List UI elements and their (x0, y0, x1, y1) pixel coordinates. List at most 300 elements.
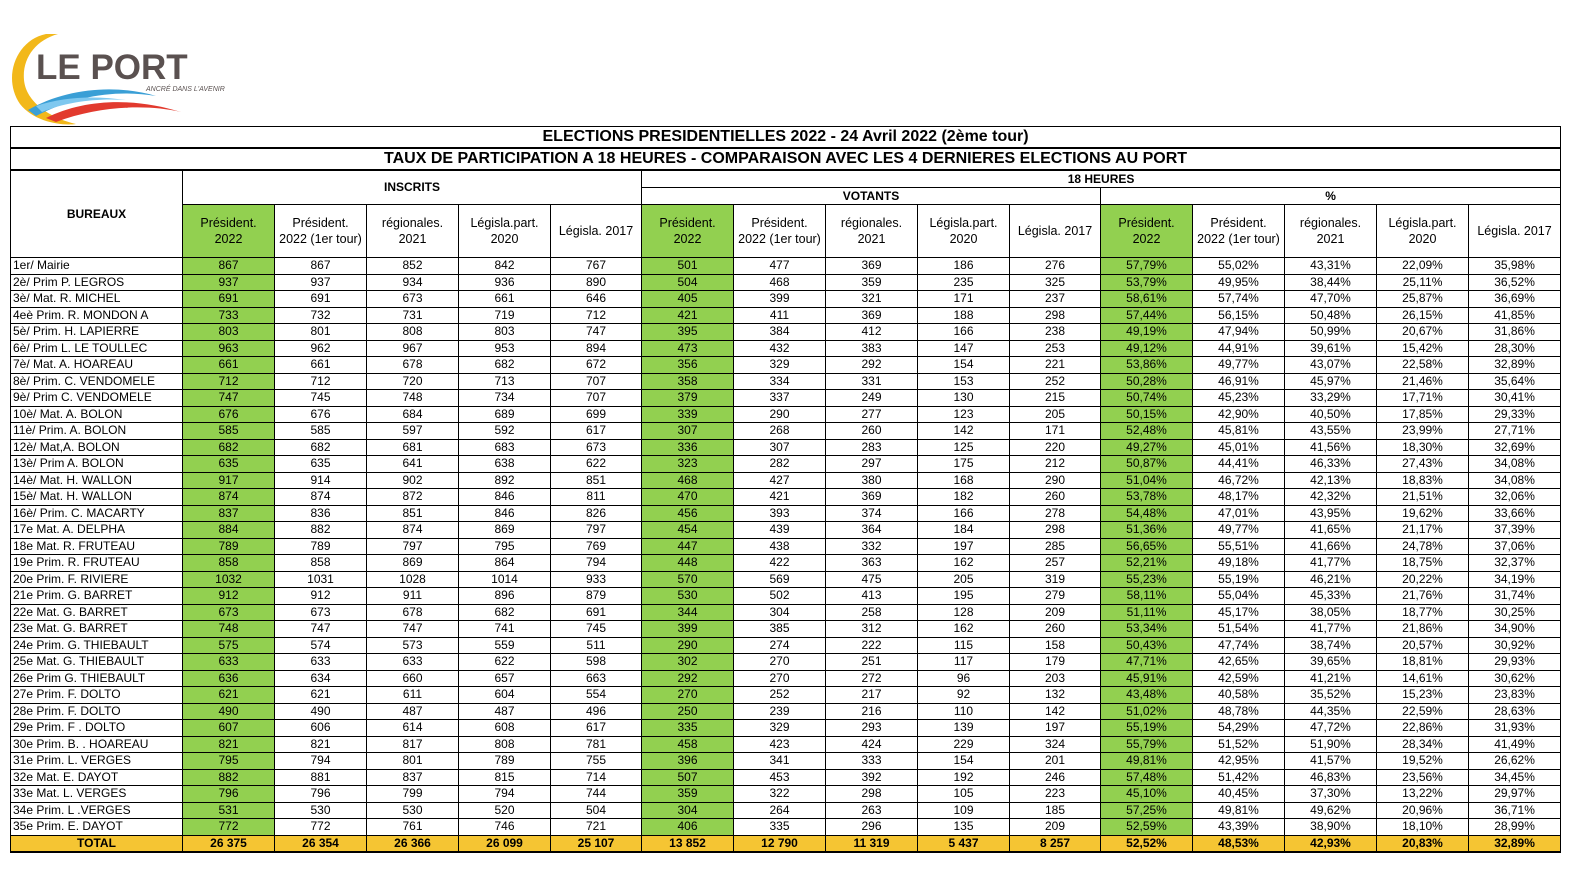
table-cell: 28,99% (1469, 819, 1561, 836)
table-cell: 184 (918, 522, 1010, 539)
table-row (11, 406, 1561, 423)
table-cell: 769 (551, 538, 642, 555)
table-cell: 54,48% (1101, 505, 1193, 522)
table-cell: 851 (367, 505, 459, 522)
table-cell: 329 (734, 357, 826, 374)
table-cell: 235 (918, 274, 1010, 291)
column-headers (11, 205, 1561, 258)
table-cell: 36,52% (1469, 274, 1561, 291)
table-cell: 384 (734, 324, 826, 341)
table-cell: 874 (367, 522, 459, 539)
bureau-name: 35e Prim. E. DAYOT (11, 819, 183, 836)
table-cell: 282 (734, 456, 826, 473)
table-cell: 307 (734, 439, 826, 456)
table-cell: 682 (183, 439, 275, 456)
table-cell: 31,74% (1469, 588, 1561, 605)
table-cell: 755 (551, 753, 642, 770)
table-cell: 473 (642, 340, 734, 357)
table-cell: 761 (367, 819, 459, 836)
bureau-name: 7è/ Mat. A. HOAREAU (11, 357, 183, 374)
table-cell: 37,39% (1469, 522, 1561, 539)
table-cell: 12 790 (734, 835, 826, 852)
table-cell: 741 (459, 621, 551, 638)
table-cell: 38,74% (1285, 637, 1377, 654)
table-cell: 188 (918, 307, 1010, 324)
le-port-logo (6, 26, 246, 130)
bureau-name: 28e Prim. F. DOLTO (11, 703, 183, 720)
table-cell: 324 (1010, 736, 1101, 753)
table-cell: 1028 (367, 571, 459, 588)
table-cell: 28,34% (1377, 736, 1469, 753)
table-cell: 937 (275, 274, 367, 291)
table-cell: 55,51% (1193, 538, 1285, 555)
table-cell: 432 (734, 340, 826, 357)
table-cell: 21,76% (1377, 588, 1469, 605)
table-cell: 344 (642, 604, 734, 621)
table-cell: 661 (275, 357, 367, 374)
column-header: Président. 2022 (183, 205, 275, 258)
table-cell: 115 (918, 637, 1010, 654)
table-cell: 691 (275, 291, 367, 308)
table-cell: 678 (367, 604, 459, 621)
table-cell: 874 (275, 489, 367, 506)
bureau-name: 2è/ Prim P. LEGROS (11, 274, 183, 291)
table-cell: 803 (183, 324, 275, 341)
column-header: Président. 2022 (1er tour) (275, 205, 367, 258)
table-row (11, 423, 1561, 440)
bureau-name: 1er/ Mairie (11, 258, 183, 275)
table-cell: 380 (826, 472, 918, 489)
table-cell: 11 319 (826, 835, 918, 852)
table-cell: 50,28% (1101, 373, 1193, 390)
table-row (11, 571, 1561, 588)
table-cell: 707 (551, 390, 642, 407)
table-cell: 217 (826, 687, 918, 704)
table-cell: 358 (642, 373, 734, 390)
table-cell: 26,15% (1377, 307, 1469, 324)
table-cell: 748 (367, 390, 459, 407)
table-cell: 278 (1010, 505, 1101, 522)
table-cell: 714 (551, 769, 642, 786)
table-cell: 573 (367, 637, 459, 654)
table-cell: 633 (183, 654, 275, 671)
table-cell: 937 (183, 274, 275, 291)
table-cell: 55,02% (1193, 258, 1285, 275)
table-cell: 154 (918, 357, 1010, 374)
table-cell: 239 (734, 703, 826, 720)
table-cell: 290 (642, 637, 734, 654)
table-cell: 21,46% (1377, 373, 1469, 390)
table-cell: 249 (826, 390, 918, 407)
table-cell: 633 (367, 654, 459, 671)
table-cell: 745 (275, 390, 367, 407)
table-cell: 720 (367, 373, 459, 390)
table-cell: 691 (551, 604, 642, 621)
table-cell: 44,35% (1285, 703, 1377, 720)
table-cell: 21,51% (1377, 489, 1469, 506)
table-cell: 298 (1010, 307, 1101, 324)
table-cell: 51,54% (1193, 621, 1285, 638)
table-cell: 276 (1010, 258, 1101, 275)
table-cell: 21,17% (1377, 522, 1469, 539)
table-cell: 92 (918, 687, 1010, 704)
table-cell: 747 (551, 324, 642, 341)
table-cell: 30,25% (1469, 604, 1561, 621)
table-cell: 292 (642, 670, 734, 687)
table-cell: 607 (183, 720, 275, 737)
table-cell: 341 (734, 753, 826, 770)
table-cell: 421 (734, 489, 826, 506)
table-cell: 192 (918, 769, 1010, 786)
table-title: ELECTIONS PRESIDENTIELLES 2022 - 24 Avril 2022 (2ème tour) (11, 127, 1561, 149)
table-cell: 23,56% (1377, 769, 1469, 786)
table-row (11, 505, 1561, 522)
table-cell: 23,83% (1469, 687, 1561, 704)
table-cell: 41,77% (1285, 555, 1377, 572)
table-cell: 399 (734, 291, 826, 308)
table-cell: 46,83% (1285, 769, 1377, 786)
table-cell: 530 (367, 802, 459, 819)
table-cell: 22,58% (1377, 357, 1469, 374)
table-cell: 673 (183, 604, 275, 621)
table-cell: 32,89% (1469, 835, 1561, 852)
table-cell: 51,04% (1101, 472, 1193, 489)
table-cell: 1014 (459, 571, 551, 588)
table-cell: 413 (826, 588, 918, 605)
table-cell: 691 (183, 291, 275, 308)
table-cell: 205 (1010, 406, 1101, 423)
table-cell: 896 (459, 588, 551, 605)
table-cell: 808 (459, 736, 551, 753)
table-cell: 135 (918, 819, 1010, 836)
table-cell: 622 (551, 456, 642, 473)
table-cell: 676 (183, 406, 275, 423)
table-cell: 570 (642, 571, 734, 588)
table-cell: 42,13% (1285, 472, 1377, 489)
bureau-name: 3è/ Mat. R. MICHEL (11, 291, 183, 308)
table-cell: 30,92% (1469, 637, 1561, 654)
table-cell: 52,59% (1101, 819, 1193, 836)
table-cell: 27,43% (1377, 456, 1469, 473)
table-cell: 635 (183, 456, 275, 473)
table-cell: 283 (826, 439, 918, 456)
table-cell: 884 (183, 522, 275, 539)
table-cell: 35,64% (1469, 373, 1561, 390)
table-cell: 251 (826, 654, 918, 671)
logo-title: LE PORT (36, 48, 188, 87)
table-cell: 789 (275, 538, 367, 555)
table-cell: 18,10% (1377, 819, 1469, 836)
table-cell: 220 (1010, 439, 1101, 456)
table-cell: 296 (826, 819, 918, 836)
table-cell: 912 (275, 588, 367, 605)
table-cell: 364 (826, 522, 918, 539)
table-cell: 456 (642, 505, 734, 522)
table-cell: 30,41% (1469, 390, 1561, 407)
table-cell: 55,19% (1101, 720, 1193, 737)
table-cell: 45,91% (1101, 670, 1193, 687)
bureau-name: 19e Prim. R. FRUTEAU (11, 555, 183, 572)
table-cell: 48,17% (1193, 489, 1285, 506)
table-cell: 25,87% (1377, 291, 1469, 308)
table-row (11, 340, 1561, 357)
table-cell: 52,21% (1101, 555, 1193, 572)
table-cell: 406 (642, 819, 734, 836)
table-cell: 57,79% (1101, 258, 1193, 275)
votants-header: VOTANTS (642, 188, 1101, 205)
table-cell: 47,72% (1285, 720, 1377, 737)
table-cell: 297 (826, 456, 918, 473)
table-cell: 54,29% (1193, 720, 1285, 737)
table-cell: 290 (1010, 472, 1101, 489)
table-cell: 35,52% (1285, 687, 1377, 704)
table-cell: 51,42% (1193, 769, 1285, 786)
table-cell: 32,89% (1469, 357, 1561, 374)
table-cell: 633 (275, 654, 367, 671)
table-cell: 530 (642, 588, 734, 605)
table-cell: 37,06% (1469, 538, 1561, 555)
table-cell: 681 (367, 439, 459, 456)
table-cell: 20,96% (1377, 802, 1469, 819)
table-cell: 48,53% (1193, 835, 1285, 852)
table-cell: 41,85% (1469, 307, 1561, 324)
table-cell: 50,74% (1101, 390, 1193, 407)
table-cell: 622 (459, 654, 551, 671)
column-header: Législa.part. 2020 (459, 205, 551, 258)
table-cell: 50,99% (1285, 324, 1377, 341)
table-cell: 96 (918, 670, 1010, 687)
table-cell: 392 (826, 769, 918, 786)
table-cell: 130 (918, 390, 1010, 407)
table-cell: 45,23% (1193, 390, 1285, 407)
table-cell: 712 (551, 307, 642, 324)
table-cell: 458 (642, 736, 734, 753)
table-cell: 223 (1010, 786, 1101, 803)
table-cell: 801 (367, 753, 459, 770)
column-header: Législa. 2017 (1010, 205, 1101, 258)
table-cell: 657 (459, 670, 551, 687)
table-cell: 475 (826, 571, 918, 588)
table-row (11, 654, 1561, 671)
table-cell: 911 (367, 588, 459, 605)
table-cell: 638 (459, 456, 551, 473)
table-cell: 396 (642, 753, 734, 770)
table-cell: 363 (826, 555, 918, 572)
table-cell: 772 (183, 819, 275, 836)
table-cell: 237 (1010, 291, 1101, 308)
table-cell: 22,09% (1377, 258, 1469, 275)
table-cell: 635 (275, 456, 367, 473)
table-cell: 260 (1010, 489, 1101, 506)
table-cell: 621 (183, 687, 275, 704)
table-cell: 27,71% (1469, 423, 1561, 440)
table-cell: 13,22% (1377, 786, 1469, 803)
table-cell: 26 354 (275, 835, 367, 852)
table-cell: 42,65% (1193, 654, 1285, 671)
table-cell: 608 (459, 720, 551, 737)
table-cell: 496 (551, 703, 642, 720)
table-cell: 45,81% (1193, 423, 1285, 440)
table-cell: 707 (551, 373, 642, 390)
table-cell: 796 (275, 786, 367, 803)
table-cell: 49,19% (1101, 324, 1193, 341)
table-cell: 57,48% (1101, 769, 1193, 786)
table-cell: 374 (826, 505, 918, 522)
table-cell: 258 (826, 604, 918, 621)
table-cell: 312 (826, 621, 918, 638)
percent-header: % (1101, 188, 1561, 205)
table-cell: 221 (1010, 357, 1101, 374)
table-cell: 42,59% (1193, 670, 1285, 687)
table-cell: 614 (367, 720, 459, 737)
table-cell: 379 (642, 390, 734, 407)
table-cell: 20,83% (1377, 835, 1469, 852)
table-cell: 767 (551, 258, 642, 275)
table-cell: 953 (459, 340, 551, 357)
table-cell: 52,52% (1101, 835, 1193, 852)
table-cell: 412 (826, 324, 918, 341)
table-cell: 598 (551, 654, 642, 671)
table-cell: 298 (826, 786, 918, 803)
table-cell: 307 (642, 423, 734, 440)
table-row (11, 621, 1561, 638)
table-cell: 197 (1010, 720, 1101, 737)
table-cell: 34,08% (1469, 472, 1561, 489)
table-cell: 40,50% (1285, 406, 1377, 423)
table-cell: 604 (459, 687, 551, 704)
table-cell: 796 (183, 786, 275, 803)
table-cell: 38,90% (1285, 819, 1377, 836)
table-cell: 47,01% (1193, 505, 1285, 522)
table-cell: 325 (1010, 274, 1101, 291)
table-cell: 142 (1010, 703, 1101, 720)
table-cell: 794 (275, 753, 367, 770)
table-cell: 252 (1010, 373, 1101, 390)
table-cell: 43,07% (1285, 357, 1377, 374)
table-cell: 43,39% (1193, 819, 1285, 836)
table-cell: 35,98% (1469, 258, 1561, 275)
bureau-name: 32e Mat. E. DAYOT (11, 769, 183, 786)
table-cell: 53,79% (1101, 274, 1193, 291)
table-cell: 162 (918, 621, 1010, 638)
table-cell: 42,90% (1193, 406, 1285, 423)
table-cell: 676 (275, 406, 367, 423)
participation-table (10, 126, 1561, 853)
table-row (11, 670, 1561, 687)
table-cell: 49,81% (1101, 753, 1193, 770)
total-row (11, 835, 1561, 852)
table-cell: 33,66% (1469, 505, 1561, 522)
table-cell: 634 (275, 670, 367, 687)
table-cell: 222 (826, 637, 918, 654)
table-cell: 423 (734, 736, 826, 753)
table-cell: 383 (826, 340, 918, 357)
table-cell: 42,93% (1285, 835, 1377, 852)
table-cell: 13 852 (642, 835, 734, 852)
table-cell: 359 (826, 274, 918, 291)
table-row (11, 307, 1561, 324)
bureau-name: 23e Mat. G. BARRET (11, 621, 183, 638)
table-row (11, 274, 1561, 291)
table-row (11, 489, 1561, 506)
table-cell: 58,11% (1101, 588, 1193, 605)
table-cell: 41,56% (1285, 439, 1377, 456)
table-cell: 55,79% (1101, 736, 1193, 753)
table-cell: 438 (734, 538, 826, 555)
table-cell: 421 (642, 307, 734, 324)
table-cell: 399 (642, 621, 734, 638)
table-cell: 867 (183, 258, 275, 275)
table-cell: 712 (183, 373, 275, 390)
bureau-name: 16è/ Prim. C. MACARTY (11, 505, 183, 522)
table-cell: 339 (642, 406, 734, 423)
bureau-name: 21e Prim. G. BARRET (11, 588, 183, 605)
table-cell: 47,94% (1193, 324, 1285, 341)
table-cell: 646 (551, 291, 642, 308)
table-cell: 18,81% (1377, 654, 1469, 671)
table-cell: 46,33% (1285, 456, 1377, 473)
table-cell: 215 (1010, 390, 1101, 407)
table-subtitle: TAUX DE PARTICIPATION A 18 HEURES - COMPARAISON AVEC LES 4 DERNIERES ELECTIONS AU PORT (11, 148, 1561, 170)
table-cell: 45,01% (1193, 439, 1285, 456)
table-cell: 33,29% (1285, 390, 1377, 407)
table-cell: 18,30% (1377, 439, 1469, 456)
table-cell: 962 (275, 340, 367, 357)
table-cell: 745 (551, 621, 642, 638)
table-row (11, 637, 1561, 654)
table-cell: 49,81% (1193, 802, 1285, 819)
table-cell: 826 (551, 505, 642, 522)
table-cell: 797 (551, 522, 642, 539)
table-cell: 45,10% (1101, 786, 1193, 803)
table-cell: 747 (275, 621, 367, 638)
table-cell: 332 (826, 538, 918, 555)
bureau-name: 15è/ Mat. H. WALLON (11, 489, 183, 506)
table-cell: 26 366 (367, 835, 459, 852)
table-cell: 246 (1010, 769, 1101, 786)
table-cell: 48,78% (1193, 703, 1285, 720)
table-cell: 34,19% (1469, 571, 1561, 588)
table-cell: 49,18% (1193, 555, 1285, 572)
table-cell: 47,74% (1193, 637, 1285, 654)
table-cell: 617 (551, 720, 642, 737)
column-header: régionales. 2021 (367, 205, 459, 258)
table-cell: 290 (734, 406, 826, 423)
table-cell: 263 (826, 802, 918, 819)
table-cell: 260 (1010, 621, 1101, 638)
table-cell: 26 099 (459, 835, 551, 852)
table-cell: 422 (734, 555, 826, 572)
table-cell: 55,23% (1101, 571, 1193, 588)
table-cell: 40,45% (1193, 786, 1285, 803)
table-cell: 329 (734, 720, 826, 737)
table-cell: 298 (1010, 522, 1101, 539)
table-cell: 794 (551, 555, 642, 572)
table-cell: 732 (275, 307, 367, 324)
table-cell: 43,95% (1285, 505, 1377, 522)
table-cell: 808 (367, 324, 459, 341)
table-cell: 799 (367, 786, 459, 803)
table-cell: 25 107 (551, 835, 642, 852)
table-cell: 38,44% (1285, 274, 1377, 291)
bureau-name: 4eè Prim. R. MONDON A (11, 307, 183, 324)
table-cell: 879 (551, 588, 642, 605)
table-cell: 672 (551, 357, 642, 374)
table-cell: 47,71% (1101, 654, 1193, 671)
inscrits-header: INSCRITS (183, 170, 642, 205)
table-cell: 19,52% (1377, 753, 1469, 770)
table-cell: 128 (918, 604, 1010, 621)
